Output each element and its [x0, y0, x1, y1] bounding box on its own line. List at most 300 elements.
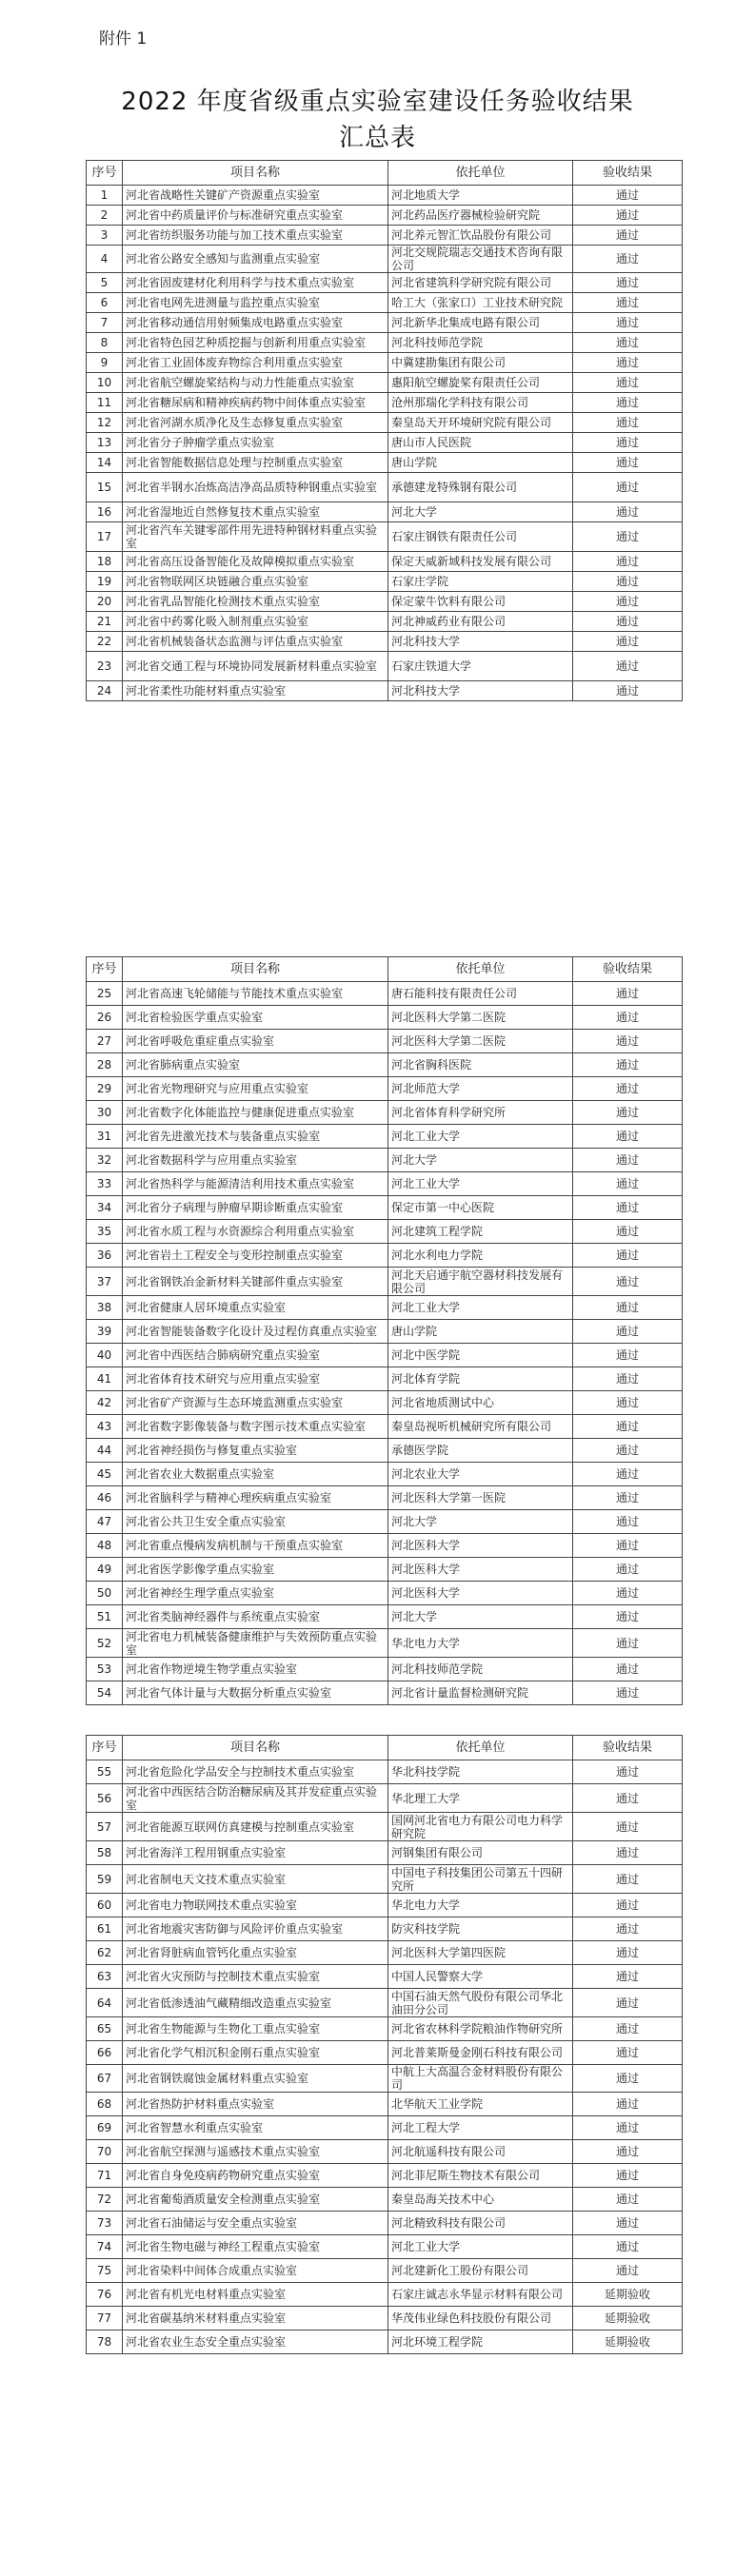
cell-host-unit: 华北科技学院 [388, 1760, 573, 1784]
header-no: 序号 [87, 161, 123, 186]
document-title: 2022 年度省级重点实验室建设任务验收结果 [121, 88, 634, 116]
cell-result: 通过 [573, 612, 683, 632]
cell-project-name: 河北省电网先进测量与监控重点实验室 [123, 293, 388, 313]
cell-project-name: 河北省交通工程与环境协同发展新材料重点实验室 [123, 652, 388, 681]
cell-host-unit: 河北医科大学第二医院 [388, 1006, 573, 1030]
table-row [87, 1463, 683, 1486]
header-project-name: 项目名称 [123, 957, 388, 982]
cell-host-unit: 河北医科大学第二医院 [388, 1030, 573, 1053]
header-result: 验收结果 [573, 161, 683, 186]
cell-no: 39 [87, 1320, 123, 1344]
table-header-row [87, 957, 683, 982]
cell-project-name: 河北省分子病理与肿瘤早期诊断重点实验室 [123, 1196, 388, 1220]
cell-project-name: 河北省葡萄酒质量安全检测重点实验室 [123, 2188, 388, 2212]
cell-no: 9 [87, 353, 123, 373]
cell-host-unit: 河北建新化工股份有限公司 [388, 2259, 573, 2283]
cell-result: 通过 [573, 1917, 683, 1941]
cell-result: 通过 [573, 632, 683, 652]
cell-result: 通过 [573, 473, 683, 502]
cell-host-unit: 保定天威新域科技发展有限公司 [388, 552, 573, 572]
cell-result: 通过 [573, 2212, 683, 2235]
cell-no: 40 [87, 1344, 123, 1367]
cell-no: 67 [87, 2065, 123, 2093]
cell-no: 49 [87, 1558, 123, 1582]
cell-no: 35 [87, 1220, 123, 1244]
cell-no: 75 [87, 2259, 123, 2283]
cell-host-unit: 河钢集团有限公司 [388, 1841, 573, 1865]
cell-no: 62 [87, 1941, 123, 1965]
table-row [87, 1558, 683, 1582]
cell-result: 通过 [573, 433, 683, 453]
cell-host-unit: 秦皇岛天开环境研究院有限公司 [388, 413, 573, 433]
table-row [87, 1006, 683, 1030]
cell-result: 通过 [573, 1486, 683, 1510]
cell-no: 54 [87, 1681, 123, 1705]
cell-project-name: 河北省纺织服务功能与加工技术重点实验室 [123, 226, 388, 246]
table-row [87, 1367, 683, 1391]
header-host-unit: 依托单位 [388, 161, 573, 186]
cell-project-name: 河北省物联网区块链融合重点实验室 [123, 572, 388, 592]
cell-project-name: 河北省医学影像学重点实验室 [123, 1558, 388, 1582]
cell-host-unit: 承德医学院 [388, 1439, 573, 1463]
cell-result: 延期验收 [573, 2283, 683, 2307]
cell-result: 通过 [573, 1865, 683, 1894]
cell-result: 通过 [573, 1196, 683, 1220]
cell-result: 通过 [573, 1510, 683, 1534]
cell-project-name: 河北省热科学与能源清洁利用技术重点实验室 [123, 1172, 388, 1196]
cell-project-name: 河北省水质工程与水资源综合利用重点实验室 [123, 1220, 388, 1244]
cell-host-unit: 河北中医学院 [388, 1344, 573, 1367]
table-row [87, 1077, 683, 1101]
cell-result: 通过 [573, 413, 683, 433]
cell-project-name: 河北省碳基纳米材料重点实验室 [123, 2307, 388, 2330]
cell-project-name: 河北省作物逆境生物学重点实验室 [123, 1658, 388, 1681]
cell-project-name: 河北省农业大数据重点实验室 [123, 1463, 388, 1486]
cell-no: 50 [87, 1582, 123, 1605]
cell-host-unit: 河北建筑工程学院 [388, 1220, 573, 1244]
header-result: 验收结果 [573, 957, 683, 982]
cell-result: 通过 [573, 1582, 683, 1605]
cell-host-unit: 河北天启通宇航空器材科技发展有限公司 [388, 1268, 573, 1296]
cell-result: 通过 [573, 273, 683, 293]
table-row [87, 2041, 683, 2065]
cell-host-unit: 秦皇岛海关技术中心 [388, 2188, 573, 2212]
table-row [87, 1172, 683, 1196]
cell-project-name: 河北省肾脏病血管钙化重点实验室 [123, 1941, 388, 1965]
cell-result: 通过 [573, 1006, 683, 1030]
cell-no: 18 [87, 552, 123, 572]
results-table-page-1 [86, 160, 683, 701]
table-row [87, 1030, 683, 1053]
cell-no: 43 [87, 1415, 123, 1439]
cell-no: 16 [87, 502, 123, 522]
table-row [87, 1244, 683, 1268]
cell-no: 21 [87, 612, 123, 632]
cell-project-name: 河北省中药质量评价与标准研究重点实验室 [123, 206, 388, 226]
cell-no: 52 [87, 1629, 123, 1658]
cell-project-name: 河北省先进激光技术与装备重点实验室 [123, 1125, 388, 1149]
cell-no: 20 [87, 592, 123, 612]
cell-no: 24 [87, 681, 123, 701]
cell-project-name: 河北省数据科学与应用重点实验室 [123, 1149, 388, 1172]
cell-host-unit: 哈工大（张家口）工业技术研究院 [388, 293, 573, 313]
cell-project-name: 河北省智慧水利重点实验室 [123, 2116, 388, 2140]
cell-result: 通过 [573, 1463, 683, 1486]
cell-project-name: 河北省气体计量与大数据分析重点实验室 [123, 1681, 388, 1705]
cell-no: 17 [87, 522, 123, 552]
cell-host-unit: 河北大学 [388, 1510, 573, 1534]
cell-project-name: 河北省航空探测与遥感技术重点实验室 [123, 2140, 388, 2164]
cell-host-unit: 华北电力大学 [388, 1894, 573, 1917]
cell-project-name: 河北省高压设备智能化及故障模拟重点实验室 [123, 552, 388, 572]
cell-host-unit: 秦皇岛视听机械研究所有限公司 [388, 1415, 573, 1439]
cell-no: 26 [87, 1006, 123, 1030]
cell-host-unit: 河北医科大学第四医院 [388, 1941, 573, 1965]
cell-project-name: 河北省数字影像装备与数字图示技术重点实验室 [123, 1415, 388, 1439]
cell-host-unit: 华茂伟业绿色科技股份有限公司 [388, 2307, 573, 2330]
cell-no: 7 [87, 313, 123, 333]
cell-result: 通过 [573, 502, 683, 522]
table-row [87, 206, 683, 226]
cell-no: 77 [87, 2307, 123, 2330]
cell-host-unit: 中冀建勘集团有限公司 [388, 353, 573, 373]
cell-host-unit: 唐山学院 [388, 453, 573, 473]
cell-project-name: 河北省光物理研究与应用重点实验室 [123, 1077, 388, 1101]
cell-project-name: 河北省重点慢病发病机制与干预重点实验室 [123, 1534, 388, 1558]
header-no: 序号 [87, 1736, 123, 1760]
cell-no: 48 [87, 1534, 123, 1558]
cell-host-unit: 沧州那瑞化学科技有限公司 [388, 393, 573, 413]
cell-host-unit: 河北普莱斯曼金刚石科技有限公司 [388, 2041, 573, 2065]
cell-result: 通过 [573, 2116, 683, 2140]
cell-result: 通过 [573, 373, 683, 393]
table-row [87, 2140, 683, 2164]
table-row [87, 1149, 683, 1172]
cell-project-name: 河北省脑科学与精神心理疾病重点实验室 [123, 1486, 388, 1510]
cell-host-unit: 河北大学 [388, 1605, 573, 1629]
table-row [87, 353, 683, 373]
cell-no: 23 [87, 652, 123, 681]
cell-result: 通过 [573, 1172, 683, 1196]
cell-result: 通过 [573, 1125, 683, 1149]
cell-result: 通过 [573, 2235, 683, 2259]
table-row [87, 226, 683, 246]
cell-result: 通过 [573, 293, 683, 313]
cell-host-unit: 石家庄铁道大学 [388, 652, 573, 681]
cell-result: 通过 [573, 1320, 683, 1344]
cell-result: 延期验收 [573, 2330, 683, 2354]
cell-no: 59 [87, 1865, 123, 1894]
cell-host-unit: 华北理工大学 [388, 1784, 573, 1813]
cell-no: 56 [87, 1784, 123, 1813]
cell-result: 通过 [573, 2164, 683, 2188]
cell-no: 57 [87, 1813, 123, 1841]
cell-host-unit: 华北电力大学 [388, 1629, 573, 1658]
cell-host-unit: 河北省体育科学研究所 [388, 1101, 573, 1125]
cell-result: 通过 [573, 313, 683, 333]
cell-result: 通过 [573, 552, 683, 572]
header-host-unit: 依托单位 [388, 957, 573, 982]
table-row [87, 612, 683, 632]
cell-host-unit: 石家庄钢铁有限责任公司 [388, 522, 573, 552]
cell-project-name: 河北省固废建材化利用科学与技术重点实验室 [123, 273, 388, 293]
attachment-label: 附件 1 [99, 29, 148, 49]
cell-project-name: 河北省呼吸危重症重点实验室 [123, 1030, 388, 1053]
cell-no: 51 [87, 1605, 123, 1629]
cell-result: 通过 [573, 2017, 683, 2041]
cell-no: 5 [87, 273, 123, 293]
cell-host-unit: 河北神威药业有限公司 [388, 612, 573, 632]
cell-no: 37 [87, 1268, 123, 1296]
cell-no: 78 [87, 2330, 123, 2354]
cell-result: 通过 [573, 1053, 683, 1077]
cell-host-unit: 河北体育学院 [388, 1367, 573, 1391]
table-row [87, 1894, 683, 1917]
cell-no: 32 [87, 1149, 123, 1172]
table-row [87, 1344, 683, 1367]
cell-project-name: 河北省生物电磁与神经工程重点实验室 [123, 2235, 388, 2259]
cell-project-name: 河北省体育技术研究与应用重点实验室 [123, 1367, 388, 1391]
cell-host-unit: 河北科技大学 [388, 632, 573, 652]
table-row [87, 552, 683, 572]
table-row [87, 2259, 683, 2283]
results-table-page-3 [86, 1735, 683, 2354]
cell-no: 66 [87, 2041, 123, 2065]
table-row [87, 1760, 683, 1784]
cell-result: 通过 [573, 2041, 683, 2065]
cell-result: 通过 [573, 1220, 683, 1244]
table-row [87, 1196, 683, 1220]
cell-host-unit: 河北医科大学 [388, 1534, 573, 1558]
cell-result: 通过 [573, 333, 683, 353]
cell-project-name: 河北省中西医结合肺病研究重点实验室 [123, 1344, 388, 1367]
cell-project-name: 河北省肺病重点实验室 [123, 1053, 388, 1077]
cell-no: 13 [87, 433, 123, 453]
table-row [87, 1220, 683, 1244]
cell-host-unit: 河北工程大学 [388, 2116, 573, 2140]
cell-no: 36 [87, 1244, 123, 1268]
cell-host-unit: 石家庄学院 [388, 572, 573, 592]
cell-host-unit: 中国电子科技集团公司第五十四研究所 [388, 1865, 573, 1894]
table-row [87, 1320, 683, 1344]
cell-result: 通过 [573, 1760, 683, 1784]
table-row [87, 186, 683, 206]
cell-host-unit: 河北医科大学 [388, 1558, 573, 1582]
cell-project-name: 河北省地震灾害防御与风险评价重点实验室 [123, 1917, 388, 1941]
table-row [87, 982, 683, 1006]
table-row [87, 293, 683, 313]
cell-host-unit: 中国人民警察大学 [388, 1965, 573, 1989]
cell-project-name: 河北省工业固体废弃物综合利用重点实验室 [123, 353, 388, 373]
cell-no: 55 [87, 1760, 123, 1784]
table-row [87, 1917, 683, 1941]
table-row [87, 2017, 683, 2041]
cell-no: 74 [87, 2235, 123, 2259]
cell-result: 通过 [573, 982, 683, 1006]
table-row [87, 2093, 683, 2116]
cell-no: 30 [87, 1101, 123, 1125]
cell-no: 72 [87, 2188, 123, 2212]
cell-no: 1 [87, 186, 123, 206]
cell-project-name: 河北省河湖水质净化及生态修复重点实验室 [123, 413, 388, 433]
cell-result: 通过 [573, 522, 683, 552]
table-row [87, 313, 683, 333]
cell-project-name: 河北省热防护材料重点实验室 [123, 2093, 388, 2116]
cell-project-name: 河北省能源互联网仿真建模与控制重点实验室 [123, 1813, 388, 1841]
cell-host-unit: 河北省胸科医院 [388, 1053, 573, 1077]
cell-host-unit: 河北工业大学 [388, 1172, 573, 1196]
cell-no: 58 [87, 1841, 123, 1865]
table-row [87, 681, 683, 701]
cell-host-unit: 河北交规院瑞志交通技术咨询有限公司 [388, 246, 573, 273]
table-row [87, 2235, 683, 2259]
cell-result: 通过 [573, 226, 683, 246]
table-row [87, 1941, 683, 1965]
table-row [87, 1053, 683, 1077]
cell-result: 通过 [573, 1101, 683, 1125]
cell-no: 31 [87, 1125, 123, 1149]
table-row [87, 2283, 683, 2307]
cell-project-name: 河北省数字化体能监控与健康促进重点实验室 [123, 1101, 388, 1125]
cell-result: 通过 [573, 1965, 683, 1989]
table-row [87, 1813, 683, 1841]
cell-result: 通过 [573, 1268, 683, 1296]
cell-result: 通过 [573, 2065, 683, 2093]
table-row [87, 1125, 683, 1149]
document-subtitle: 汇总表 [338, 124, 416, 152]
cell-no: 11 [87, 393, 123, 413]
cell-host-unit: 河北菲尼斯生物技术有限公司 [388, 2164, 573, 2188]
cell-host-unit: 河北省农林科学院粮油作物研究所 [388, 2017, 573, 2041]
cell-no: 14 [87, 453, 123, 473]
cell-host-unit: 河北地质大学 [388, 186, 573, 206]
cell-host-unit: 河北大学 [388, 502, 573, 522]
cell-no: 63 [87, 1965, 123, 1989]
cell-host-unit: 北华航天工业学院 [388, 2093, 573, 2116]
cell-host-unit: 河北环境工程学院 [388, 2330, 573, 2354]
cell-result: 通过 [573, 572, 683, 592]
cell-project-name: 河北省农业生态安全重点实验室 [123, 2330, 388, 2354]
cell-host-unit: 中国石油天然气股份有限公司华北油田分公司 [388, 1989, 573, 2017]
cell-no: 46 [87, 1486, 123, 1510]
table-row [87, 453, 683, 473]
cell-host-unit: 保定蒙牛饮料有限公司 [388, 592, 573, 612]
cell-no: 70 [87, 2140, 123, 2164]
table-row [87, 2116, 683, 2140]
cell-project-name: 河北省航空螺旋桨结构与动力性能重点实验室 [123, 373, 388, 393]
cell-project-name: 河北省电力物联网技术重点实验室 [123, 1894, 388, 1917]
header-project-name: 项目名称 [123, 161, 388, 186]
table-row [87, 572, 683, 592]
cell-no: 76 [87, 2283, 123, 2307]
cell-no: 15 [87, 473, 123, 502]
cell-project-name: 河北省半钢水冶炼高洁净高品质特种钢重点实验室 [123, 473, 388, 502]
table-row [87, 2330, 683, 2354]
cell-host-unit: 防灾科技学院 [388, 1917, 573, 1941]
cell-no: 8 [87, 333, 123, 353]
cell-host-unit: 河北医科大学第一医院 [388, 1486, 573, 1510]
table-row [87, 1841, 683, 1865]
cell-host-unit: 河北工业大学 [388, 1125, 573, 1149]
cell-project-name: 河北省钢铁冶金新材料关键部件重点实验室 [123, 1268, 388, 1296]
cell-host-unit: 河北科技师范学院 [388, 1658, 573, 1681]
table-row [87, 1486, 683, 1510]
cell-project-name: 河北省电力机械装备健康维护与失效预防重点实验室 [123, 1629, 388, 1658]
cell-no: 60 [87, 1894, 123, 1917]
cell-project-name: 河北省中西医结合防治糖尿病及其并发症重点实验室 [123, 1784, 388, 1813]
cell-host-unit: 河北精致科技有限公司 [388, 2212, 573, 2235]
table-row [87, 1268, 683, 1296]
header-result: 验收结果 [573, 1736, 683, 1760]
cell-result: 通过 [573, 1813, 683, 1841]
table-row [87, 592, 683, 612]
cell-project-name: 河北省染料中间体合成重点实验室 [123, 2259, 388, 2283]
cell-project-name: 河北省乳品智能化检测技术重点实验室 [123, 592, 388, 612]
cell-no: 27 [87, 1030, 123, 1053]
table-row [87, 1534, 683, 1558]
cell-result: 通过 [573, 1344, 683, 1367]
table-row [87, 652, 683, 681]
cell-project-name: 河北省矿产资源与生态环境监测重点实验室 [123, 1391, 388, 1415]
table-row [87, 1582, 683, 1605]
cell-project-name: 河北省汽车关键零部件用先进特种钢材料重点实验室 [123, 522, 388, 552]
table-row [87, 273, 683, 293]
table-row [87, 1391, 683, 1415]
cell-no: 44 [87, 1439, 123, 1463]
table-row [87, 1658, 683, 1681]
cell-result: 通过 [573, 1367, 683, 1391]
cell-no: 41 [87, 1367, 123, 1391]
table-row [87, 632, 683, 652]
cell-result: 通过 [573, 2093, 683, 2116]
cell-result: 通过 [573, 353, 683, 373]
cell-result: 通过 [573, 1558, 683, 1582]
cell-host-unit: 唐山学院 [388, 1320, 573, 1344]
cell-no: 22 [87, 632, 123, 652]
cell-host-unit: 河北省计量监督检测研究院 [388, 1681, 573, 1705]
cell-no: 2 [87, 206, 123, 226]
cell-project-name: 河北省公路安全感知与监测重点实验室 [123, 246, 388, 273]
cell-project-name: 河北省石油储运与安全重点实验室 [123, 2212, 388, 2235]
table-row [87, 2065, 683, 2093]
cell-result: 延期验收 [573, 2307, 683, 2330]
table-row [87, 1629, 683, 1658]
cell-host-unit: 石家庄诚志永华显示材料有限公司 [388, 2283, 573, 2307]
table-row [87, 246, 683, 273]
cell-project-name: 河北省健康人居环境重点实验室 [123, 1296, 388, 1320]
header-project-name: 项目名称 [123, 1736, 388, 1760]
cell-result: 通过 [573, 1658, 683, 1681]
cell-result: 通过 [573, 1439, 683, 1463]
cell-host-unit: 河北农业大学 [388, 1463, 573, 1486]
cell-result: 通过 [573, 1534, 683, 1558]
cell-project-name: 河北省类脑神经器件与系统重点实验室 [123, 1605, 388, 1629]
cell-no: 19 [87, 572, 123, 592]
cell-project-name: 河北省火灾预防与控制技术重点实验室 [123, 1965, 388, 1989]
cell-result: 通过 [573, 1030, 683, 1053]
cell-result: 通过 [573, 652, 683, 681]
table-header-row [87, 161, 683, 186]
cell-host-unit: 河北养元智汇饮品股份有限公司 [388, 226, 573, 246]
cell-result: 通过 [573, 2188, 683, 2212]
cell-host-unit: 河北航遥科技有限公司 [388, 2140, 573, 2164]
cell-result: 通过 [573, 592, 683, 612]
cell-project-name: 河北省制电天文技术重点实验室 [123, 1865, 388, 1894]
cell-no: 68 [87, 2093, 123, 2116]
table-row [87, 1784, 683, 1813]
table-row [87, 1681, 683, 1705]
table-row [87, 333, 683, 353]
